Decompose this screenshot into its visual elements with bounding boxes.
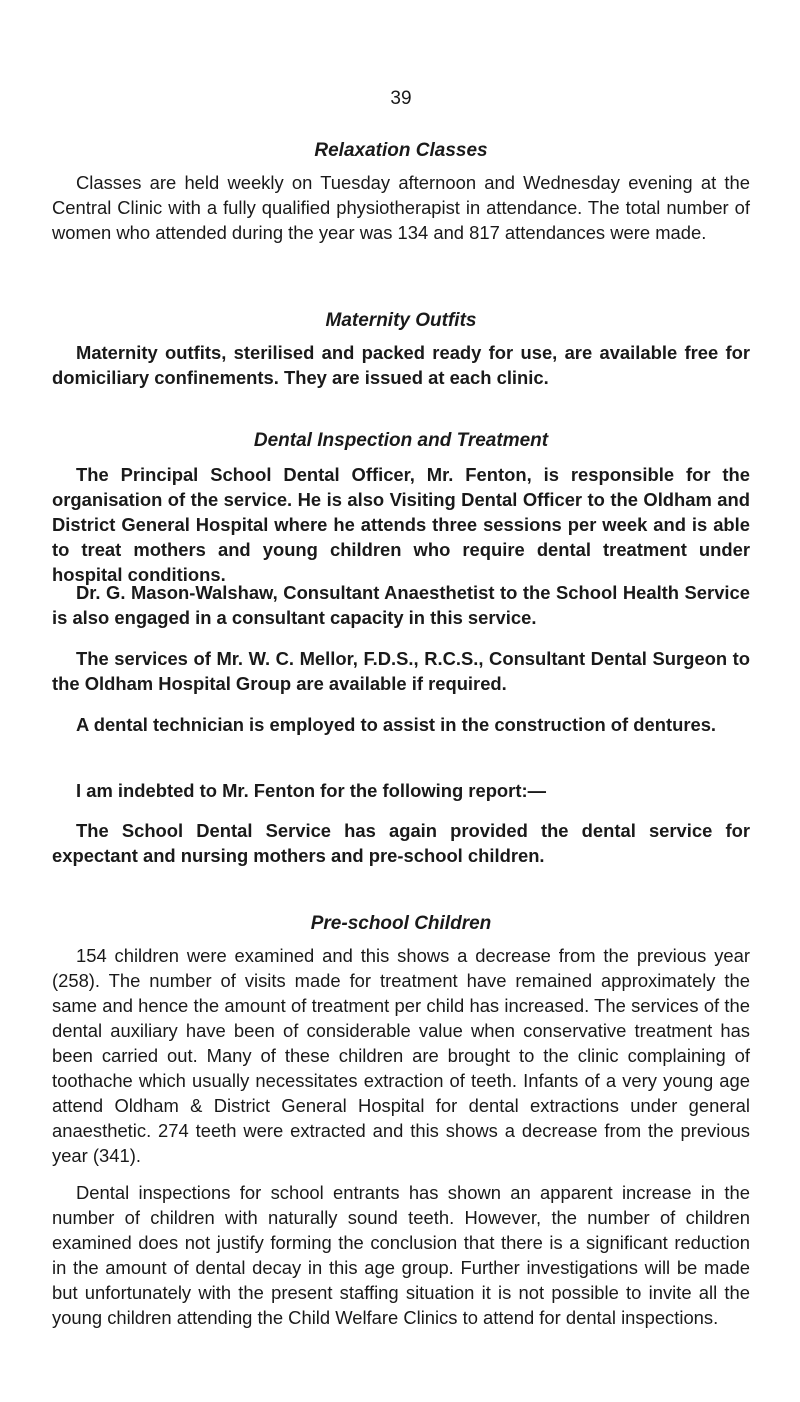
paragraph-school-entrants: Dental inspections for school entrants has shown an apparent increase in the number of children with naturally sound teeth. However, the number of children examined does not justify forming the conclusion that there is a significant reduction in the amount of dental decay in this age group. Further investigations will be made but unfortunately with the present staffing situation it is not possible to invite all the young children attending the Child Welfare Clinics to attend for dental inspections.: [52, 1182, 750, 1328]
heading-maternity-outfits: Maternity Outfits: [325, 310, 477, 331]
paragraph-dental-officer: The Principal School Dental Officer, Mr. Fenton, is responsible for the organisation of the service. He is also Visiting Dental Officer to the Oldham and District General Hospital where he attends three sessions per week and is able to treat mothers and young children who require dental treatment under hospital conditions.: [52, 464, 750, 585]
paragraph-dental-service: The School Dental Service has again provided the dental service for expectant and nursing mothers and pre-school children.: [52, 820, 750, 866]
heading-dental-inspection: Dental Inspection and Treatment: [253, 430, 549, 451]
paragraph-relaxation-classes: Classes are held weekly on Tuesday afternoon and Wednesday evening at the Central Clinic with a fully qualified physiotherapist in attendance. The total number of women who attended during the year was 134 and 817 attendances were made.: [52, 172, 750, 243]
page-number: 39: [390, 88, 412, 109]
paragraph-dental-technician: A dental technician is employed to assist in the construction of dentures.: [76, 714, 717, 735]
paragraph-report-intro: I am indebted to Mr. Fenton for the following report:—: [76, 780, 546, 801]
paragraph-maternity-outfits: Maternity outfits, sterilised and packed ready for use, are available free for domiciliary confinements. They are issued at each clinic.: [52, 342, 750, 388]
heading-pre-school-children: Pre-school Children: [310, 913, 492, 934]
paragraph-consultant-surgeon: The services of Mr. W. C. Mellor, F.D.S., R.C.S., Consultant Dental Surgeon to the Oldham Hospital Group are available if required.: [52, 648, 750, 694]
heading-relaxation-classes: Relaxation Classes: [314, 140, 488, 161]
paragraph-pre-school-examinations: 154 children were examined and this shows a decrease from the previous year (258). The number of visits made for treatment have remained approximately the same and hence the amount of treatment per child has increased. The services of the dental auxiliary have been of considerable value when conservative treatment has been carried out. Many of these children are brought to the clinic complaining of toothache which usually necessitates extraction of teeth. Infants of a very young age attend Oldham & District General Hospital for dental extractions under general anaesthetic. 274 teeth were extracted and this shows a decrease from the previous year (341).: [52, 945, 750, 1166]
paragraph-anaesthetist: Dr. G. Mason-Walshaw, Consultant Anaesthetist to the School Health Service is also engaged in a consultant capacity in this service.: [52, 582, 750, 628]
